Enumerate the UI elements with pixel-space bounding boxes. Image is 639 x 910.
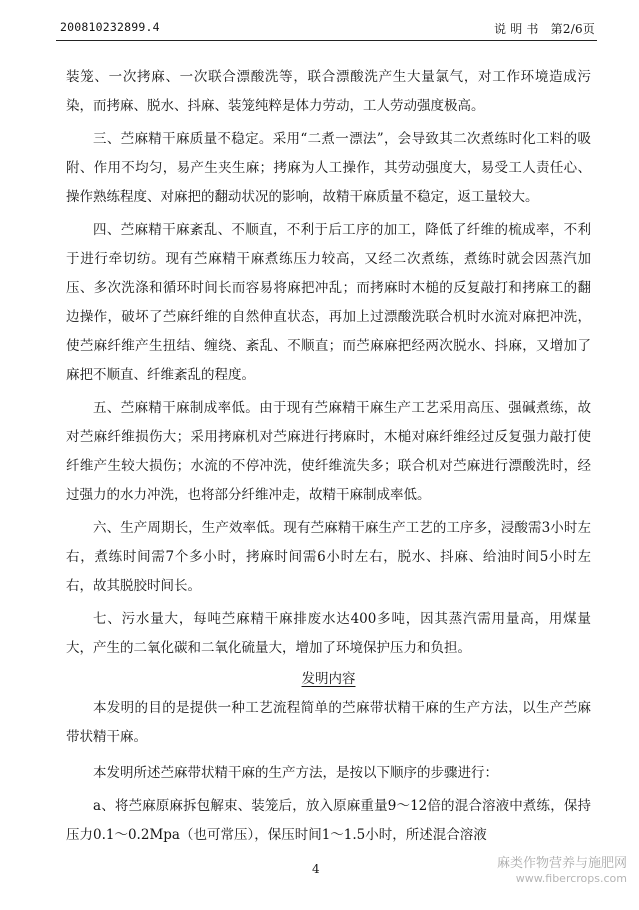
watermark-url: www.fibercrops.com bbox=[515, 872, 627, 885]
document-number: 200810232899.4 bbox=[60, 20, 160, 34]
paragraph: 四、苎麻精干麻紊乱、不顺直，不利于后工序的加工，降低了纤维的梳成率，不利于进行牵切纺。现有苎麻精干麻煮练压力较高，又经二次煮练，煮练时就会因蒸汽加压、多次洗涤和循环时间长而容易将麻把冲乱；而拷麻时木槌的反复敲打和拷麻工的翻边操作，破坏了苎麻纤维的自然伸直状态，再加上过漂酸洗联合机时水流对麻把冲洗，使苎麻纤维产生扭结、缠绕、紊乱、不顺直；而苎麻麻把经两次脱水、抖麻，又增加了麻把不顺直、纤维紊乱的程度。 bbox=[66, 222, 591, 383]
paragraph: 五、苎麻精干麻制成率低。由于现有苎麻精干麻生产工艺采用高压、强碱煮练，故对苎麻纤维损伤大；采用拷麻机对苎麻进行拷麻时，木槌对麻纤维经过反复强力敲打使纤维产生较大损伤；水流的不停冲洗，使纤维流失多；联合机对苎麻进行漂酸洗时，经过强力的水力冲洗，也将部分纤维冲走，故精干麻制成率低。 bbox=[66, 400, 591, 503]
paragraph: 三、苎麻精干麻质量不稳定。采用“二煮一漂法”，会导致其二次煮练时化工料的吸附、作用不均匀，易产生夹生麻；拷麻为人工操作，其劳动强度大，易受工人责任心、操作熟练程度、对麻把的翻动状况的影响，故精干麻质量不稳定，返工量较大。 bbox=[66, 131, 591, 205]
header-rule bbox=[56, 40, 597, 41]
paragraph: 装笼、一次拷麻、一次联合漂酸洗等，联合漂酸洗产生大量氯气，对工作环境造成污染，而拷麻、脱水、抖麻、装笼纯粹是体力劳动，工人劳动强度极高。 bbox=[66, 69, 591, 114]
page-number: 4 bbox=[312, 862, 320, 876]
paragraph: 七、污水量大，每吨苎麻精干麻排废水达400多吨，因其蒸汽需用量高，用煤量大，产生的二氧化碳和二氧化硫量大，增加了环境保护压力和负担。 bbox=[66, 611, 591, 656]
header-right bbox=[494, 20, 595, 37]
paragraph: 本发明所述苎麻带状精干麻的生产方法，是按以下顺序的步骤进行： bbox=[93, 765, 498, 781]
document-body bbox=[66, 63, 591, 850]
section-title bbox=[66, 665, 591, 694]
paragraph: a、将苎麻原麻拆包解束、装笼后，放入原麻重量9～12倍的混合溶液中煮练，保持压力0.1～0.2Mpa（也可常压），保压时间1～1.5小时，所述混合溶液 bbox=[66, 798, 591, 843]
paragraph: 本发明的目的是提供一种工艺流程简单的苎麻带状精干麻的生产方法，以生产苎麻带状精干麻。 bbox=[66, 700, 591, 745]
watermark-site-name: 麻类作物营养与施肥网 bbox=[496, 856, 627, 871]
paragraph: 六、生产周期长，生产效率低。现有苎麻精干麻生产工艺的工序多，浸酸需3小时左右，煮练时间需7个多小时，拷麻时间需6小时左右，脱水、抖麻、给油时间5小时左右，故其脱胶时间长。 bbox=[66, 520, 591, 594]
section-title-text: 发明内容 bbox=[301, 671, 356, 687]
page-label: 第2/6页 bbox=[550, 22, 595, 36]
document-type: 说 明 书 bbox=[493, 22, 539, 36]
watermark bbox=[497, 856, 627, 886]
